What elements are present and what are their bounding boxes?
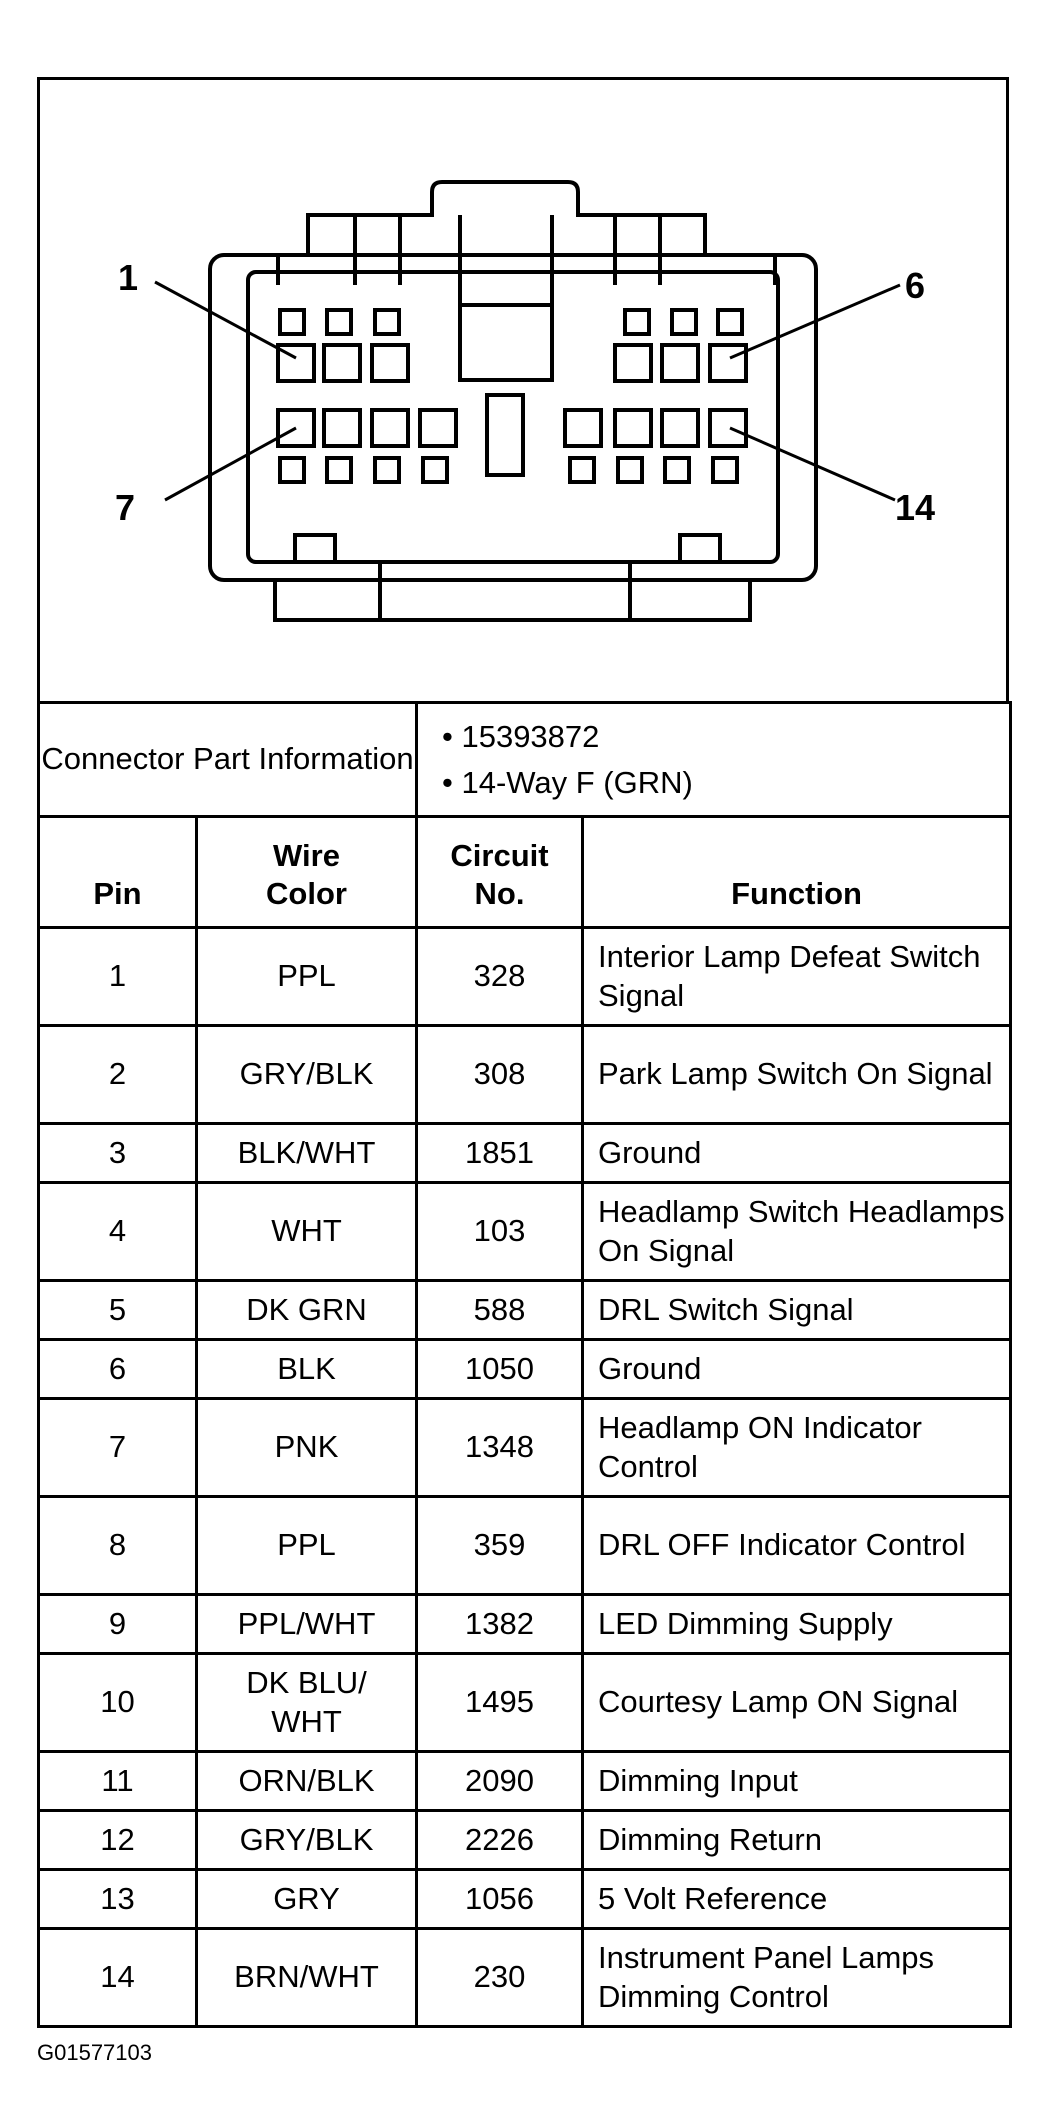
circuit-cell: 328 bbox=[417, 928, 583, 1026]
wire-color-cell: BLK/WHT bbox=[197, 1124, 417, 1183]
function-cell: LED Dimming Supply bbox=[583, 1595, 1011, 1654]
pinout-table bbox=[37, 701, 1012, 2028]
housing-bottom bbox=[275, 580, 750, 620]
wire-color-cell: GRY/BLK bbox=[197, 1026, 417, 1124]
circuit-cell: 588 bbox=[417, 1281, 583, 1340]
pin-cell: 5 bbox=[39, 1281, 197, 1340]
function-cell: Courtesy Lamp ON Signal bbox=[583, 1654, 1011, 1752]
circuit-cell: 359 bbox=[417, 1497, 583, 1595]
circuit-cell: 1348 bbox=[417, 1399, 583, 1497]
circuit-cell: 1382 bbox=[417, 1595, 583, 1654]
function-cell: Headlamp Switch Headlamps On Signal bbox=[583, 1183, 1011, 1281]
pin-cell: 3 bbox=[39, 1124, 197, 1183]
table-row bbox=[39, 928, 1011, 1026]
function-cell: Dimming Input bbox=[583, 1752, 1011, 1811]
table-row bbox=[39, 1497, 1011, 1595]
pin-cell: 13 bbox=[39, 1870, 197, 1929]
function-cell: 5 Volt Reference bbox=[583, 1870, 1011, 1929]
header-wire-color: Wire Color bbox=[197, 817, 417, 928]
pin-cell: 1 bbox=[39, 928, 197, 1026]
pin-cell: 11 bbox=[39, 1752, 197, 1811]
circuit-cell: 2226 bbox=[417, 1811, 583, 1870]
wire-color-cell: WHT bbox=[197, 1183, 417, 1281]
pin-cell: 12 bbox=[39, 1811, 197, 1870]
right-foot bbox=[680, 535, 720, 562]
circuit-cell: 1495 bbox=[417, 1654, 583, 1752]
circuit-cell: 2090 bbox=[417, 1752, 583, 1811]
pin-cell: 9 bbox=[39, 1595, 197, 1654]
circuit-cell: 103 bbox=[417, 1183, 583, 1281]
table-body bbox=[39, 928, 1011, 2027]
wire-color-cell: GRY bbox=[197, 1870, 417, 1929]
circuit-cell: 1050 bbox=[417, 1340, 583, 1399]
connector-diagram bbox=[37, 77, 1009, 704]
table-row bbox=[39, 1183, 1011, 1281]
header-circuit: Circuit No. bbox=[417, 817, 583, 928]
table-row bbox=[39, 1870, 1011, 1929]
wire-color-cell: BLK bbox=[197, 1340, 417, 1399]
table-header-row bbox=[39, 817, 1011, 928]
function-cell: Ground bbox=[583, 1340, 1011, 1399]
pin-cell: 14 bbox=[39, 1929, 197, 2027]
wire-color-cell: PPL/WHT bbox=[197, 1595, 417, 1654]
table-row bbox=[39, 1595, 1011, 1654]
function-cell: Ground bbox=[583, 1124, 1011, 1183]
leader-pin-14 bbox=[730, 428, 895, 500]
table-row bbox=[39, 1026, 1011, 1124]
connector-info-values bbox=[417, 703, 1011, 817]
wire-color-cell: PPL bbox=[197, 928, 417, 1026]
wire-color-cell: ORN/BLK bbox=[197, 1752, 417, 1811]
circuit-cell: 230 bbox=[417, 1929, 583, 2027]
function-cell: Dimming Return bbox=[583, 1811, 1011, 1870]
wire-color-cell: DK GRN bbox=[197, 1281, 417, 1340]
wire-color-cell: BRN/WHT bbox=[197, 1929, 417, 2027]
left-foot bbox=[295, 535, 335, 562]
pin-cell: 4 bbox=[39, 1183, 197, 1281]
function-cell: Park Lamp Switch On Signal bbox=[583, 1026, 1011, 1124]
circuit-cell: 308 bbox=[417, 1026, 583, 1124]
center-key bbox=[487, 395, 523, 475]
part-number: • 15393872 bbox=[442, 718, 600, 754]
pin-cell: 10 bbox=[39, 1654, 197, 1752]
connector-type: • 14-Way F (GRN) bbox=[442, 764, 693, 800]
leader-pin-1 bbox=[155, 282, 296, 358]
callout-pin-6: 6 bbox=[905, 265, 926, 306]
table-row bbox=[39, 1281, 1011, 1340]
connector-info-label: Connector Part Information bbox=[39, 703, 417, 817]
connector-info-row bbox=[39, 703, 1011, 817]
callout-pin-7: 7 bbox=[115, 487, 136, 528]
function-cell: Headlamp ON Indicator Control bbox=[583, 1399, 1011, 1497]
connector-face-drawing bbox=[40, 80, 1006, 701]
pin-cell: 8 bbox=[39, 1497, 197, 1595]
pin-cell: 2 bbox=[39, 1026, 197, 1124]
callout-pin-1: 1 bbox=[118, 257, 139, 298]
table-row bbox=[39, 1124, 1011, 1183]
housing-top bbox=[278, 182, 775, 285]
wire-color-cell: PNK bbox=[197, 1399, 417, 1497]
circuit-cell: 1851 bbox=[417, 1124, 583, 1183]
pin-cell: 7 bbox=[39, 1399, 197, 1497]
wire-color-cell: PPL bbox=[197, 1497, 417, 1595]
function-cell: DRL OFF Indicator Control bbox=[583, 1497, 1011, 1595]
wire-color-cell: DK BLU/ WHT bbox=[197, 1654, 417, 1752]
function-cell: Interior Lamp Defeat Switch Signal bbox=[583, 928, 1011, 1026]
table-row bbox=[39, 1929, 1011, 2027]
latch bbox=[460, 215, 552, 380]
leader-pin-7 bbox=[165, 428, 296, 500]
table-row bbox=[39, 1811, 1011, 1870]
function-cell: Instrument Panel Lamps Dimming Control bbox=[583, 1929, 1011, 2027]
wire-color-cell: GRY/BLK bbox=[197, 1811, 417, 1870]
table-row bbox=[39, 1752, 1011, 1811]
table-row bbox=[39, 1340, 1011, 1399]
pin-cell: 6 bbox=[39, 1340, 197, 1399]
table-row bbox=[39, 1654, 1011, 1752]
header-pin: Pin bbox=[39, 817, 197, 928]
table-row bbox=[39, 1399, 1011, 1497]
header-function: Function bbox=[583, 817, 1011, 928]
circuit-cell: 1056 bbox=[417, 1870, 583, 1929]
function-cell: DRL Switch Signal bbox=[583, 1281, 1011, 1340]
callout-pin-14: 14 bbox=[895, 487, 936, 528]
figure-id: G01577103 bbox=[37, 2040, 152, 2065]
